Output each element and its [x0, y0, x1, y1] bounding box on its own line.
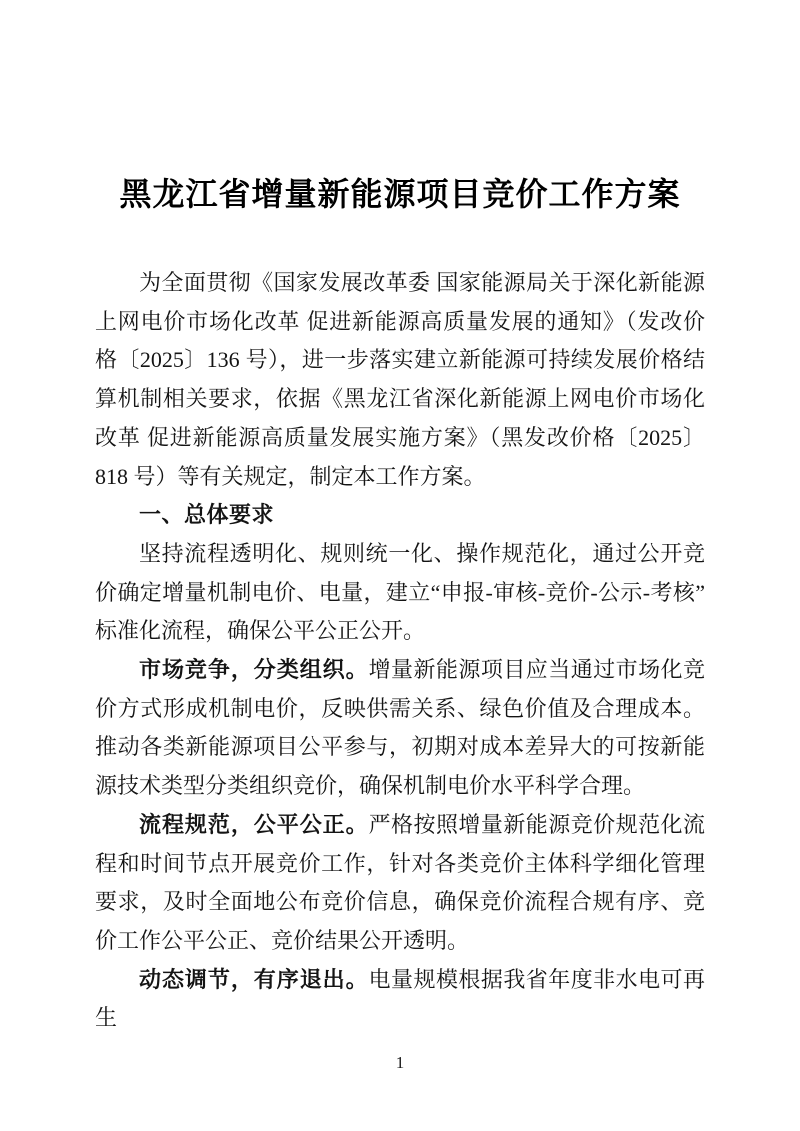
paragraph-lead: 市场竞争，分类组织。 [139, 657, 369, 683]
paragraph-text: 电量规模根据我省年度非水电可再生 [95, 966, 705, 1031]
paragraph-text: 增量新能源项目应当通过市场化竞价方式形成机制电价，反映供需关系、绿色价值及合理成本。推动各类新能源项目公平参与，初期对成本差异大的可按新能源技术类型分类组织竞价，确保机制电价水平科学合理。 [95, 657, 705, 799]
paragraph [95, 806, 705, 961]
paragraph-lead: 动态调节，有序退出。 [139, 966, 369, 992]
paragraph [95, 961, 705, 1038]
paragraph: 为全面贯彻《国家发展改革委 国家能源局关于深化新能源上网电价市场化改革 促进新能源高质量发展的通知》（发改价格〔2025〕136 号），进一步落实建立新能源可持续发展价格结算机制相关要求，依据《黑龙江省深化新能源上网电价市场化改革 促进新能源高质量发展实施方案》（黑发改价格〔2025〕818 号）等有关规定，制定本工作方案。 [95, 270, 705, 489]
paragraph [95, 651, 705, 806]
paragraph-lead: 流程规范，公平公正。 [139, 811, 369, 837]
section-heading: 一、总体要求 [139, 502, 275, 528]
paragraph: 坚持流程透明化、规则统一化、操作规范化，通过公开竞价确定增量机制电价、电量，建立“申报-审核-竞价-公示-考核”标准化流程，确保公平公正公开。 [95, 540, 705, 644]
paragraph-text: 严格按照增量新能源竞价规范化流程和时间节点开展竞价工作，针对各类竞价主体科学细化管理要求，及时全面地公布竞价信息，确保竞价流程合规有序、竞价工作公平公正、竞价结果公开透明。 [95, 811, 705, 953]
page-number: 1 [395, 1053, 405, 1072]
document-title: 黑龙江省增量新能源项目竞价工作方案 [119, 176, 681, 212]
document-body [95, 264, 705, 1038]
